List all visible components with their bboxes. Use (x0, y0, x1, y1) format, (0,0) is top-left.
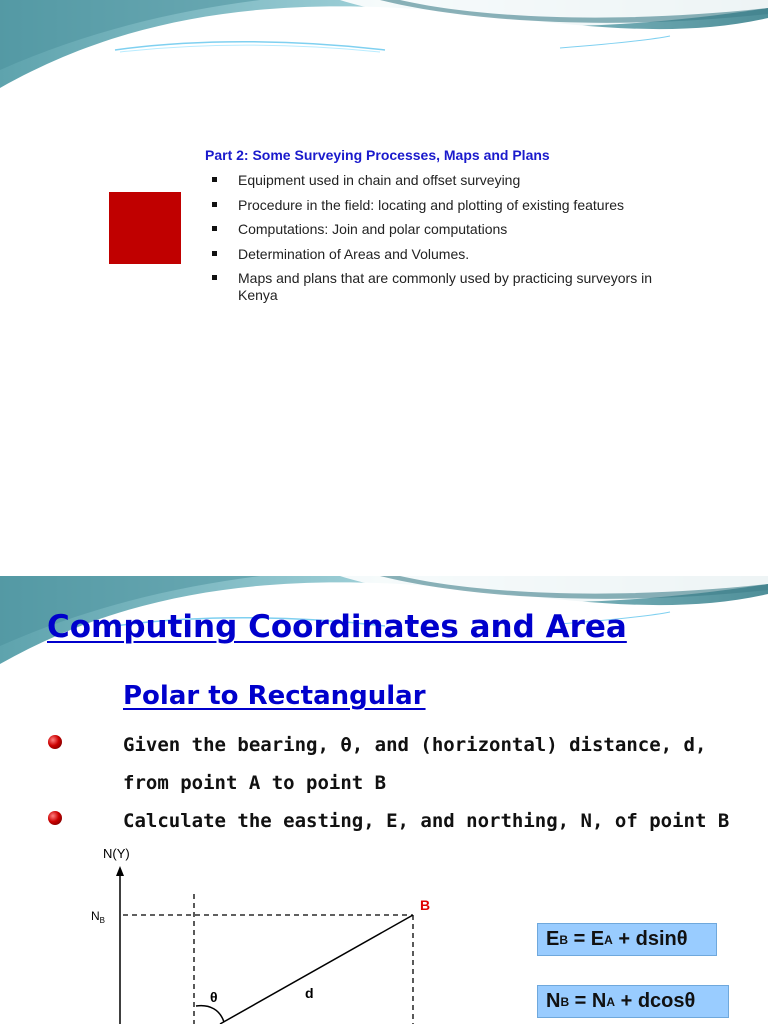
square-bullet-icon (212, 226, 217, 231)
slide-subtitle: Polar to Rectangular (123, 681, 426, 711)
distance-label: d (305, 985, 314, 1001)
square-bullet-icon (212, 177, 217, 182)
square-bullet-icon (212, 251, 217, 256)
y-axis-label: N(Y) (103, 846, 130, 861)
square-bullet-icon (212, 275, 217, 280)
slide-title: Computing Coordinates and Area (47, 609, 627, 645)
bearing-arc (196, 1006, 224, 1022)
slide-2 (0, 576, 768, 1024)
topics-list (212, 172, 652, 312)
ball-bullet-icon (48, 811, 62, 825)
list-item: Calculate the easting, E, and northing, N, of point B (46, 802, 746, 840)
y-axis-arrow-icon (116, 866, 124, 876)
list-item: Computations: Join and polar computations (212, 221, 652, 238)
theta-label: θ (210, 989, 218, 1005)
list-item: Given the bearing, θ, and (horizontal) distance, d, from point A to point B (46, 726, 746, 802)
point-b-label: B (420, 897, 431, 913)
list-item: Maps and plans that are commonly used by practicing surveyors in Kenya (212, 270, 652, 304)
list-item: Procedure in the field: locating and plotting of existing features (212, 197, 652, 214)
list-item: Determination of Areas and Volumes. (212, 246, 652, 263)
nb-label: $N_B$ (91, 909, 106, 925)
red-square-decoration (109, 192, 181, 264)
list-item: Equipment used in chain and offset surveying (212, 172, 652, 189)
square-bullet-icon (212, 202, 217, 207)
distance-line (220, 915, 413, 1024)
easting-formula: E B = E A + dsinθ (537, 923, 717, 956)
ball-bullet-icon (48, 735, 62, 749)
header-wave-decoration (0, 0, 768, 100)
northing-formula: N B = N A + dcosθ (537, 985, 729, 1018)
part-title: Part 2: Some Surveying Processes, Maps and Plans (205, 147, 550, 163)
steps-list (46, 726, 746, 840)
